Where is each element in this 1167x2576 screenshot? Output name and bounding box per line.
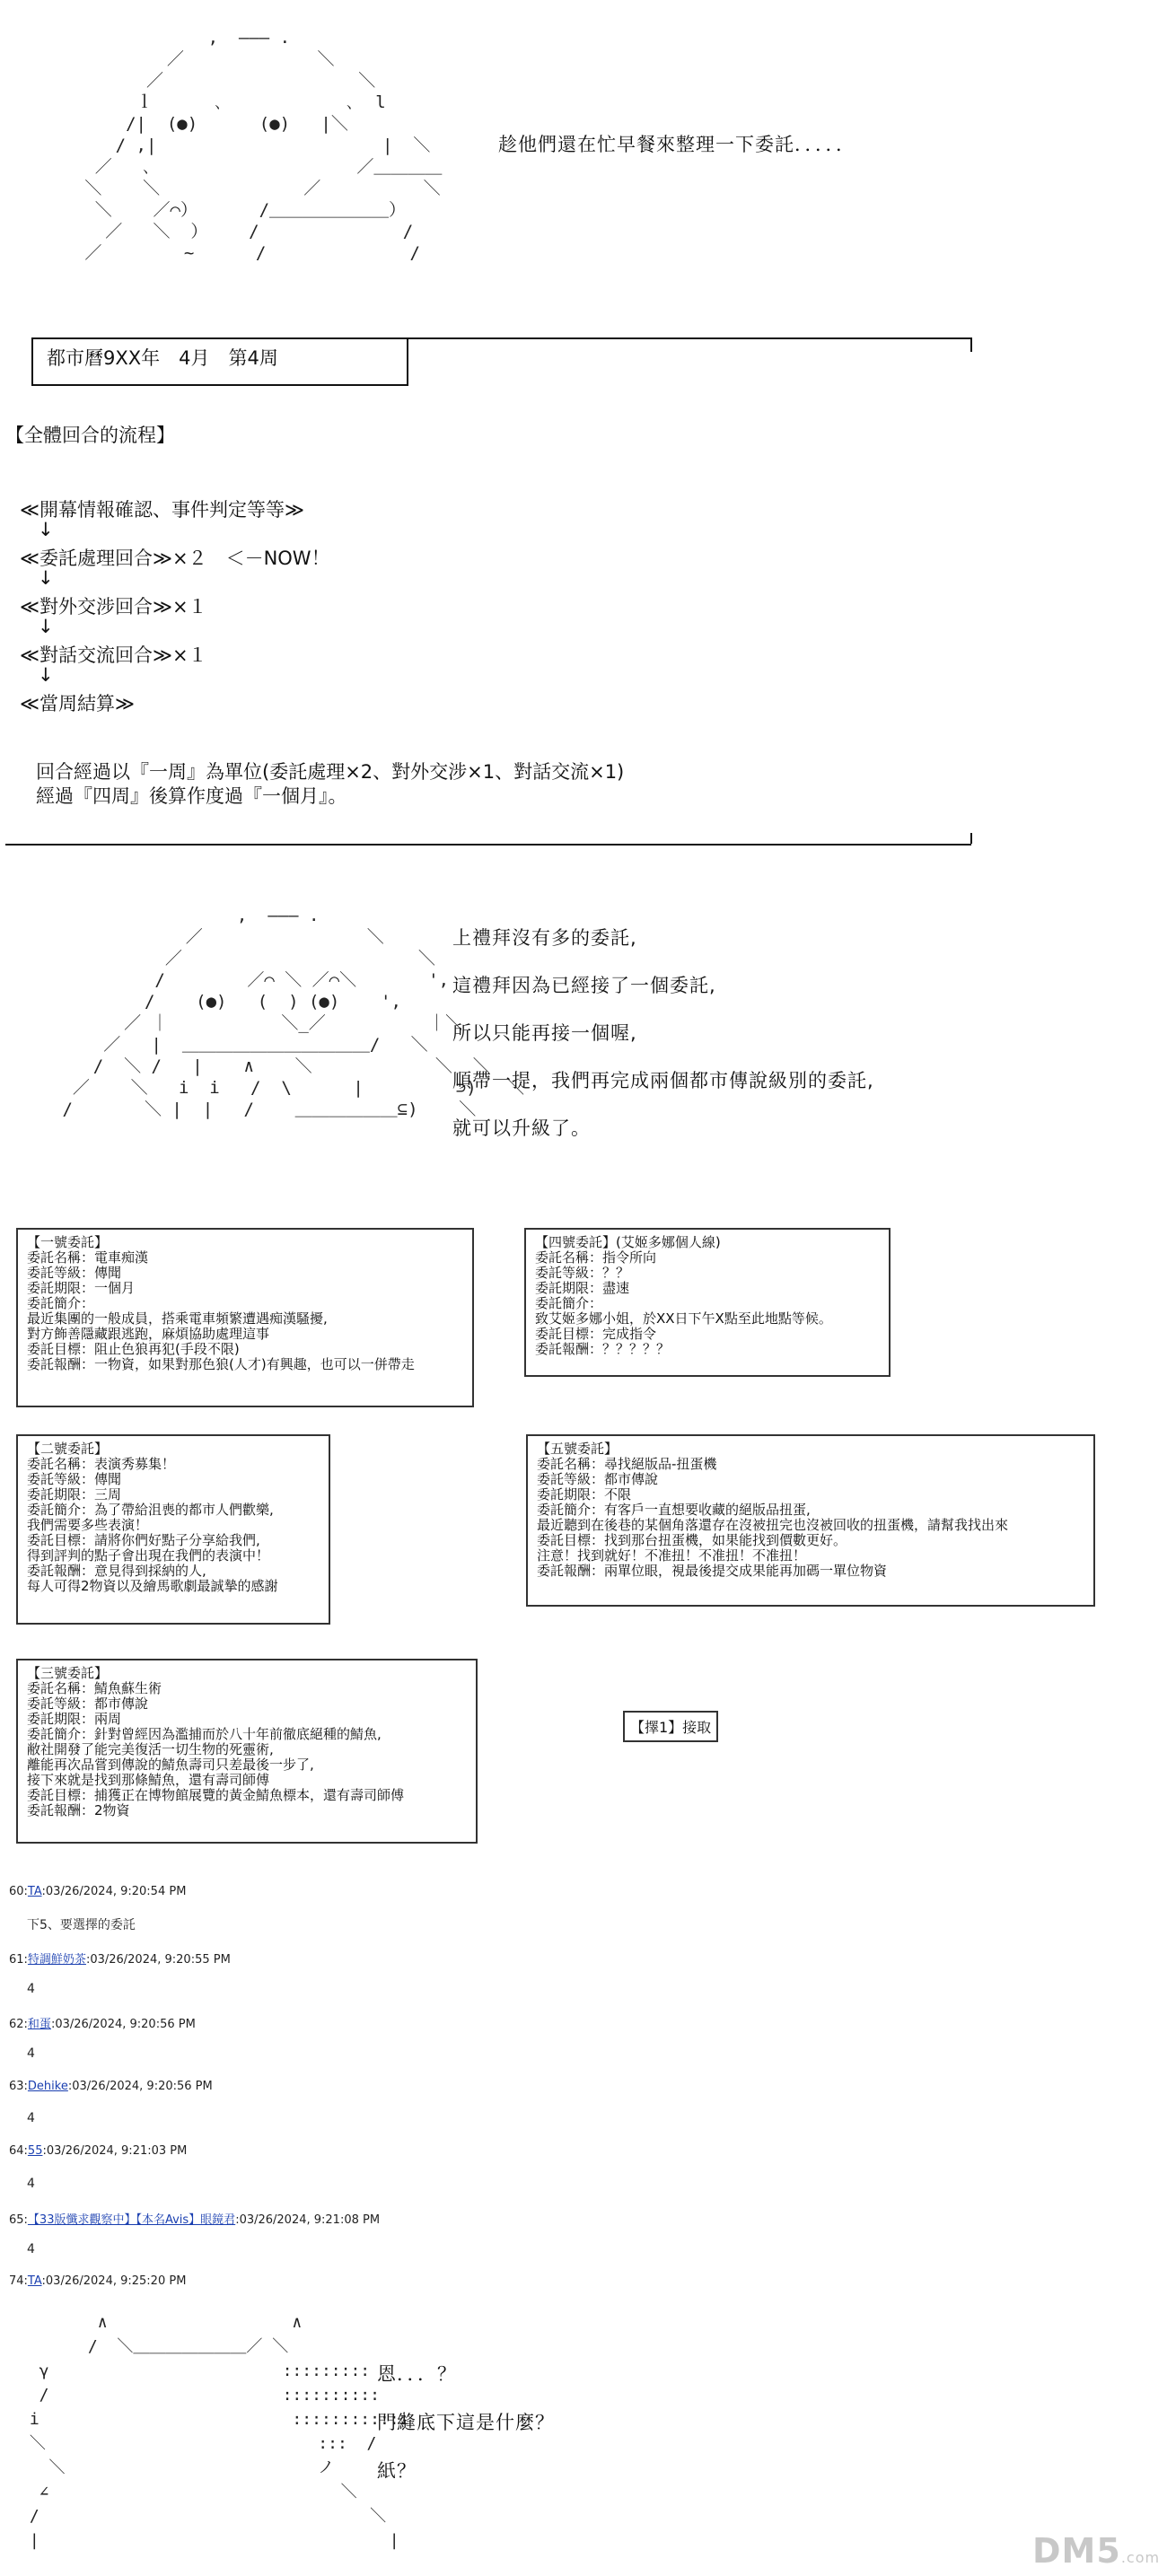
poster-name-link[interactable]: 和蛋 [27, 2018, 51, 2031]
quest-1-line: 委託期限：一個月 [27, 1281, 136, 1296]
quest-1-line: 委託簡介： [27, 1296, 95, 1311]
watermark-main: DM5 [1032, 2531, 1121, 2571]
quest-card-1[interactable] [16, 1228, 474, 1407]
ascii-art-cat-eared-character: ∧ ∧ / ＼＿＿＿＿＿＿＿／ ＼ γ ::::::::: / :::::::::: i :::::::::::i ＼ ::: / ＼ ノ ∠ ＼ / ＼ | | [29, 2313, 409, 2550]
poster-name-link[interactable]: 【33版懺求觀察中】【本名Avis】眼鏡君 [27, 2213, 236, 2227]
quest-4-line: 委託等級：？？ [535, 1266, 630, 1281]
post-date: :03/26/2024, 9:21:03 PM [42, 2144, 188, 2158]
flow-step: ≪當周結算≫ [20, 693, 135, 714]
quest-1-line: 最近集團的一般成員，搭乘電車頻繁遭遇痴漢騷擾, [27, 1311, 328, 1327]
scene2-speech-line: 上禮拜沒有多的委託, [452, 927, 637, 949]
scene2-speech [452, 926, 874, 1164]
quest-4-line: 委託簡介： [535, 1296, 603, 1311]
scene3-speech-line: 門縫底下這是什麼？ [377, 2412, 555, 2433]
quest-3-line: 委託目標：捕獲正在博物館展覽的黃金鯖魚標本，還有壽司師傅 [27, 1788, 405, 1803]
quest-5-line: 委託期限：不限 [537, 1487, 632, 1503]
quest-2-line: 委託目標：請將你們好點子分享給我們, [27, 1533, 260, 1548]
flow-title: 【全體回合的流程】 [5, 425, 175, 446]
quest-3-line: 【三號委託】 [27, 1666, 109, 1681]
header-top-rule [31, 337, 408, 339]
poster-name-link[interactable]: TA [27, 1885, 42, 1898]
quest-2-line: 得到評判的點子會出現在我們的表演中！ [27, 1548, 270, 1564]
poster-name-link[interactable]: Dehike [27, 2080, 68, 2093]
quest-card-4[interactable] [524, 1228, 891, 1377]
date-header: 都市曆9XX年 4月 第4周 [47, 347, 278, 369]
post-body: 4 [27, 2242, 35, 2256]
quest-2-line: 【二號委託】 [27, 1441, 109, 1457]
ascii-art-character-reading: , ――― . ／ ＼ ／ ＼ ｌ ､ ､ l /| (●) (●) |＼ / ,| | ＼ ／ ､ ／＿＿＿＿ ＼ ＼ ／ ＼ ＼ ／⌒） /＿＿＿＿＿＿＿） ／ ＼ ） / / ／ ~ / / [84, 28, 443, 263]
flow-arrow: ↓ [38, 567, 54, 589]
post-number: 63: [9, 2080, 28, 2093]
choice-accept-button[interactable]: 【擇1】接取 [623, 1711, 718, 1742]
site-watermark [1032, 2531, 1160, 2571]
flow-step-now: ≪委託處理回合≫×２ ＜－NOW！ [20, 548, 330, 569]
scene2-speech-line: 所以只能再接一個喔, [452, 1022, 637, 1044]
quest-5-line: 注意！找到就好！不准扭！不准扭！不准扭！ [537, 1548, 807, 1564]
quest-5-line: 委託名稱：尋找絕版品-扭蛋機 [537, 1457, 717, 1472]
quest-3-line: 委託等級：都市傳說 [27, 1696, 149, 1712]
post-header [9, 2274, 186, 2288]
flow-note: 回合經過以『一周』為單位(委託處理×2、對外交涉×1、對話交流×1) [36, 761, 625, 783]
quest-1-line: 委託報酬：一物資，如果對那色狼(人才)有興趣，也可以一併帶走 [27, 1357, 415, 1372]
header-left-border [31, 337, 33, 384]
quest-card-5[interactable] [526, 1434, 1095, 1607]
quest-2-line: 委託名稱：表演秀募集！ [27, 1457, 176, 1472]
post-date: :03/26/2024, 9:20:54 PM [41, 1885, 187, 1898]
quest-1-line: 【一號委託】 [27, 1235, 109, 1250]
post-number: 64: [9, 2144, 28, 2158]
scene2-speech-line: 就可以升級了。 [452, 1117, 591, 1139]
post-date: :03/26/2024, 9:20:55 PM [85, 1953, 231, 1967]
poster-name-link[interactable]: 特調鮮奶茶 [27, 1953, 86, 1967]
quest-4-line: 委託名稱：指令所向 [535, 1250, 657, 1266]
quest-3-line: 接下來就是找到那條鯖魚，還有壽司師傅 [27, 1773, 270, 1788]
quest-4-line: 委託期限：盡速 [535, 1281, 630, 1296]
quest-5-line: 委託目標：找到那台扭蛋機，如果能找到價數更好。 [537, 1533, 847, 1548]
quest-5-line: 委託等級：都市傳說 [537, 1472, 659, 1487]
flow-bottom-tick [970, 833, 972, 844]
post-body: 4 [27, 2111, 35, 2125]
quest-3-line: 離能再次品嘗到傳說的鯖魚壽司只差最後一步了, [27, 1757, 314, 1773]
scene2-speech-line: 順帶一提，我們再完成兩個都市傳說級別的委託, [452, 1070, 874, 1091]
quest-4-line: 【四號委託】(艾姬多娜個人線) [535, 1235, 721, 1250]
quest-2-line: 委託簡介：為了帶給沮喪的都市人們歡樂, [27, 1503, 274, 1518]
quest-5-line: 最近聽到在後巷的某個角落還存在沒被扭完也沒被回收的扭蛋機，請幫我找出來 [537, 1518, 1009, 1533]
post-body: 4 [27, 2177, 35, 2191]
flow-arrow: ↓ [38, 519, 54, 540]
scene3-speech [377, 2362, 555, 2508]
scene3-speech-line: 恩．．．？ [377, 2363, 457, 2385]
quest-3-line: 委託名稱：鯖魚蘇生術 [27, 1681, 162, 1696]
post-number: 61: [9, 1953, 28, 1967]
header-bottom-rule [31, 384, 408, 386]
quest-5-line: 委託簡介：有客戶一直想要收藏的絕版品扭蛋, [537, 1503, 811, 1518]
quest-4-line: 委託報酬：？？？？？ [535, 1342, 671, 1357]
flow-arrow: ↓ [38, 664, 54, 686]
poster-name-link[interactable]: 55 [27, 2144, 43, 2158]
quest-2-line: 委託期限：三周 [27, 1487, 122, 1503]
scene1-speech [498, 133, 856, 181]
quest-1-line: 委託名稱：電車痴漢 [27, 1250, 149, 1266]
quest-card-3[interactable] [16, 1659, 478, 1844]
post-header [9, 1950, 231, 1967]
watermark-suffix: .com [1120, 2549, 1161, 2566]
flow-step: ≪開幕情報確認、事件判定等等≫ [20, 499, 304, 521]
post-header [9, 2080, 213, 2093]
post-number: 60: [9, 1885, 28, 1898]
flow-note: 經過『四周』後算作度過『一個月』。 [36, 785, 347, 807]
post-body: 下5、要選擇的委託 [27, 1918, 136, 1932]
scene1-speech-line: 趁他們還在忙早餐來整理一下委託．．．．． [498, 134, 856, 155]
post-date: :03/26/2024, 9:21:08 PM [235, 2213, 381, 2227]
quest-1-line: 委託等級：傳聞 [27, 1266, 122, 1281]
post-body: 4 [27, 2046, 35, 2061]
quest-1-line: 對方飾善隱藏跟逃跑，麻煩協助處理這事 [27, 1327, 270, 1342]
ascii-art-character-holding-book: , ――― . ／ ＼ ／ ＼ / ／⌒ ＼ ／⌒＼ ', / (●) ( ) (●) ', ／ ｜ ＼_／ ｜＼ ／ | ＿＿＿＿＿＿＿＿＿＿＿/ ＼ / ＼ / | ∧ ＼ ＼ ＼ ／ ＼ i i / \ | ⊃) ＼ / ＼ | | / ＿＿＿＿＿＿⊆) ＼ [62, 906, 524, 1119]
quest-2-line: 委託等級：傳聞 [27, 1472, 122, 1487]
quest-3-line: 委託期限：兩周 [27, 1712, 122, 1727]
quest-3-line: 委託簡介：針對曾經因為濫捕而於八十年前徹底絕種的鯖魚, [27, 1727, 382, 1742]
quest-2-line: 我們需要多些表演！ [27, 1518, 149, 1533]
post-header [9, 2144, 187, 2158]
flow-arrow: ↓ [38, 616, 54, 637]
quest-3-line: 敝社開發了能完美復活一切生物的死靈術, [27, 1742, 274, 1757]
post-date: :03/26/2024, 9:20:56 PM [50, 2018, 196, 2031]
header-top-rule-right [408, 337, 971, 339]
header-right-border [970, 337, 972, 352]
header-mid-border [407, 337, 408, 384]
quest-4-line: 致艾姬多娜小姐，於XX日下午X點至此地點等候。 [535, 1311, 832, 1327]
flow-step: ≪對外交涉回合≫×１ [20, 596, 207, 618]
post-header [9, 1885, 186, 1898]
post-body: 4 [27, 1982, 35, 1996]
quest-2-line: 委託報酬：意見得到採納的人, [27, 1564, 206, 1579]
quest-card-2[interactable] [16, 1434, 330, 1625]
quest-5-line: 委託報酬：兩單位眼，視最後提交成果能再加碼一單位物資 [537, 1564, 888, 1579]
post-number: 65: [9, 2213, 28, 2227]
scene2-speech-line: 這禮拜因為已經接了一個委託, [452, 975, 716, 996]
post-header [9, 2210, 380, 2227]
poster-name-link[interactable]: TA [27, 2274, 42, 2288]
flow-bottom-rule [5, 844, 971, 846]
quest-1-line: 委託目標：阻止色狼再犯(手段不限) [27, 1342, 240, 1357]
quest-2-line: 每人可得2物資以及繪馬歌劇最誠摯的感謝 [27, 1579, 278, 1594]
post-date: :03/26/2024, 9:20:56 PM [67, 2080, 213, 2093]
post-date: :03/26/2024, 9:25:20 PM [41, 2274, 187, 2288]
flow-step: ≪對話交流回合≫×１ [20, 644, 207, 666]
quest-3-line: 委託報酬：2物資 [27, 1803, 130, 1818]
quest-4-line: 委託目標：完成指令 [535, 1327, 657, 1342]
scene3-speech-line: 紙？ [377, 2460, 417, 2482]
post-number: 62: [9, 2018, 28, 2031]
post-number: 74: [9, 2274, 28, 2288]
quest-5-line: 【五號委託】 [537, 1441, 619, 1457]
post-header [9, 2014, 196, 2031]
